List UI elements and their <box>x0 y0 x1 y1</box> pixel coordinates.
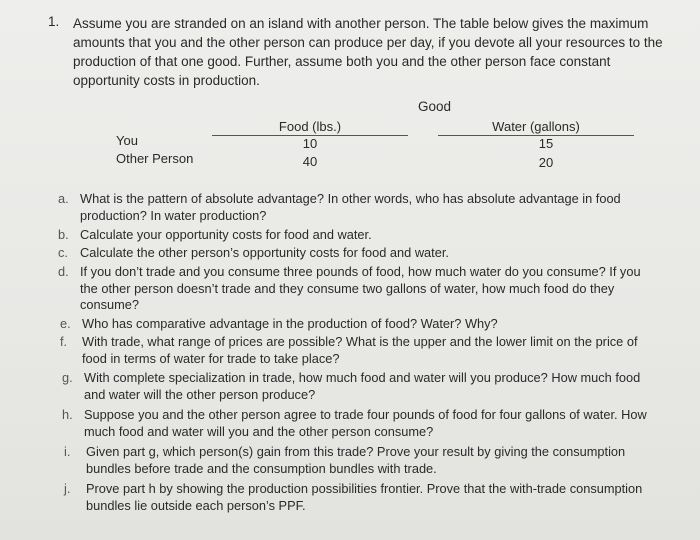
cell-other-water: 20 <box>538 155 554 170</box>
table-group-header: Good <box>418 99 452 114</box>
item-text: Suppose you and the other person agree to trade four pounds of food for four gallons of water. How much food and water will you and the other person consume? <box>84 407 647 439</box>
intro-line: opportunity costs in production. <box>73 73 260 88</box>
item-text: Calculate the other person’s opportunity costs for food and water. <box>80 245 449 260</box>
item-letter: e. <box>60 316 71 331</box>
cell-you-water: 15 <box>538 136 554 151</box>
item-letter: b. <box>58 227 69 242</box>
question-intro <box>73 14 673 90</box>
row-label-you: You <box>116 133 138 148</box>
item-text: Given part g, which person(s) gain from this trade? Prove your result by giving the consumption bundles before trade and the consumption bundles with trade. <box>86 444 626 476</box>
item-letter: f. <box>60 334 68 349</box>
question-number: 1. <box>48 14 60 29</box>
intro-line: Assume you are stranded on an island with another person. The table below gives the maximum <box>73 16 649 31</box>
item-text: With trade, what range of prices are possible? What is the upper and the lower limit on the price of food in terms of water for trade to take place? <box>82 334 638 366</box>
row-label-other-person: Other Person <box>116 151 194 166</box>
item-letter: j. <box>64 481 71 496</box>
item-text: Calculate your opportunity costs for food and water. <box>80 227 372 242</box>
intro-line: amounts that you and the other person can produce per day, if you devote all your resources to the <box>73 35 663 50</box>
item-letter: i. <box>64 444 71 459</box>
item-text: Prove part h by showing the production possibilities frontier. Prove that the with-trade consumption bundles lie outside each person’s PPF. <box>86 481 643 513</box>
item-letter: c. <box>58 245 68 260</box>
column-header-water: Water (gallons) <box>492 119 580 134</box>
item-text: Who has comparative advantage in the production of food? Water? Why? <box>82 316 498 331</box>
item-text: With complete specialization in trade, how much food and water will you produce? How much food and water will the other person produce? <box>84 370 641 402</box>
cell-other-food: 40 <box>302 154 318 169</box>
item-text: If you don’t trade and you consume three pounds of food, how much water do you consume? If you the other person doesn’t trade and they consume two gallons of water, how much food do they consume? <box>80 264 641 313</box>
intro-line: production of that one good. Further, assume both you and the other person face constant <box>73 54 611 69</box>
item-letter: d. <box>58 264 69 279</box>
cell-you-food: 10 <box>302 136 318 151</box>
item-letter: g. <box>62 370 73 385</box>
item-letter: a. <box>58 191 69 206</box>
column-header-food: Food (lbs.) <box>278 119 342 134</box>
item-letter: h. <box>62 407 73 422</box>
item-text: What is the pattern of absolute advantage? In other words, who has absolute advantage in food production? In water production? <box>80 191 621 223</box>
